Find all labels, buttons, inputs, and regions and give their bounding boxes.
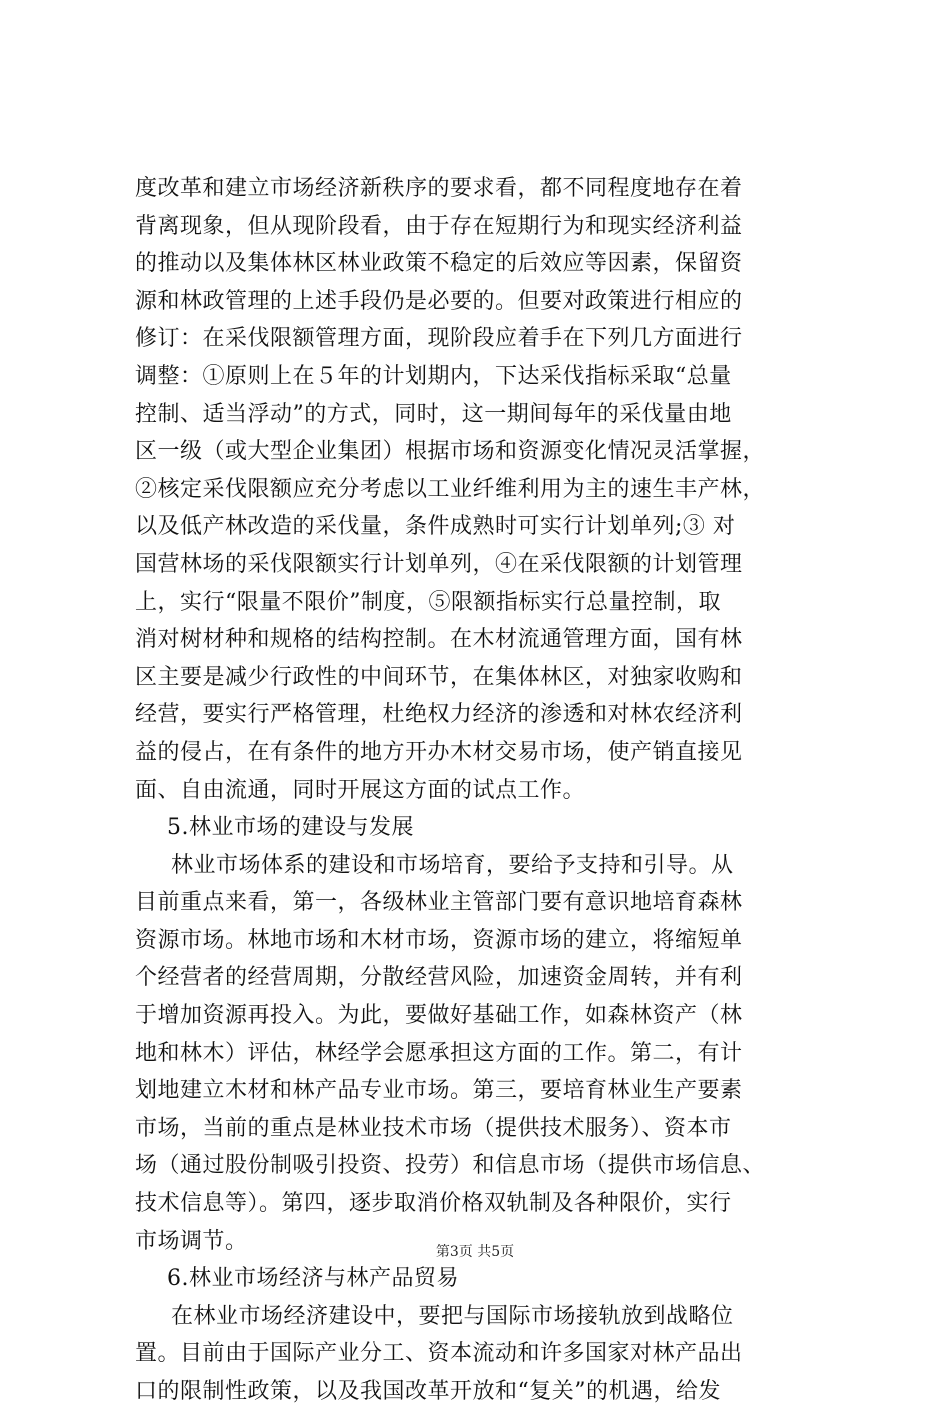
text-line: 市场，当前的重点是林业技术市场（提供技术服务）、资本市: [135, 1115, 732, 1141]
text-line: 于增加资源再投入。为此，要做好基础工作，如森林资产（林: [135, 1003, 743, 1029]
text-line: 林业市场体系的建设和市场培育，要给予支持和引导。从: [171, 852, 734, 878]
text-line: 修订：在采伐限额管理方面，现阶段应着手在下列几方面进行: [135, 326, 743, 352]
text-line: 上，实行“限量不限价”制度，⑤限额指标实行总量控制，取: [135, 589, 721, 615]
text-line: 个经营者的经营周期，分散经营风险，加速资金周转，并有利: [135, 965, 743, 991]
text-line: 调整：①原则上在５年的计划期内，下达采伐指标采取“总量: [135, 363, 732, 389]
text-line: ②核定采伐限额应充分考虑以工业纤维利用为主的速生丰产林，: [135, 476, 766, 502]
text-line: 在林业市场经济建设中，要把与国际市场接轨放到战略位: [171, 1303, 734, 1329]
text-line: 置。目前由于国际产业分工、资本流动和许多国家对林产品出: [135, 1341, 743, 1367]
text-line: 市场调节。: [135, 1228, 248, 1254]
text-line: 经营，要实行严格管理，杜绝权力经济的渗透和对林农经济利: [135, 702, 743, 728]
text-line: 消对树材种和规格的结构控制。在木材流通管理方面，国有林: [135, 627, 743, 653]
document-body: [135, 170, 825, 1411]
text-line: 益的侵占，在有条件的地方开办木材交易市场，使产销直接见: [135, 739, 743, 765]
text-line: 度改革和建立市场经济新秩序的要求看，都不同程度地存在着: [135, 176, 743, 201]
text-line: 控制、适当浮动”的方式，同时，这一期间每年的采伐量由地: [135, 401, 732, 427]
text-line: 源和林政管理的上述手段仍是必要的。但要对政策进行相应的: [135, 288, 743, 314]
text-line: 区主要是减少行政性的中间环节，在集体林区，对独家收购和: [135, 664, 743, 690]
text-line: 口的限制性政策，以及我国改革开放和“复关”的机遇，给发: [135, 1379, 721, 1404]
section-heading: 5.林业市场的建设与发展: [167, 815, 414, 841]
section-heading: 6.林业市场经济与林产品贸易: [167, 1266, 459, 1292]
text-line: 国营林场的采伐限额实行计划单列，④在采伐限额的计划管理: [135, 551, 743, 577]
text-line: 地和林木）评估，林经学会愿承担这方面的工作。第二，有计: [135, 1040, 743, 1066]
text-line: 场（通过股份制吸引投资、投劳）和信息市场（提供市场信息、: [135, 1153, 766, 1179]
text-line: 区一级（或大型企业集团）根据市场和资源变化情况灵活掌握，: [135, 439, 766, 465]
text-line: 面、自由流通，同时开展这方面的试点工作。: [135, 777, 586, 803]
text-line: 的推动以及集体林区林业政策不稳定的后效应等因素，保留资: [135, 251, 743, 277]
text-line: 以及低产林改造的采伐量，条件成熟时可实行计划单列;③ 对: [135, 514, 736, 540]
page-footer: 第3页 共5页: [435, 1244, 515, 1260]
text-line: 目前重点来看，第一，各级林业主管部门要有意识地培育森林: [135, 890, 743, 916]
text-line: 资源市场。林地市场和木材市场，资源市场的建立，将缩短单: [135, 927, 743, 953]
text-line: 背离现象，但从现阶段看，由于存在短期行为和现实经济利益: [135, 213, 743, 239]
text-line: 划地建立木材和林产品专业市场。第三，要培育林业生产要素: [135, 1078, 743, 1104]
text-line: 技术信息等）。第四，逐步取消价格双轨制及各种限价，实行: [135, 1191, 732, 1217]
